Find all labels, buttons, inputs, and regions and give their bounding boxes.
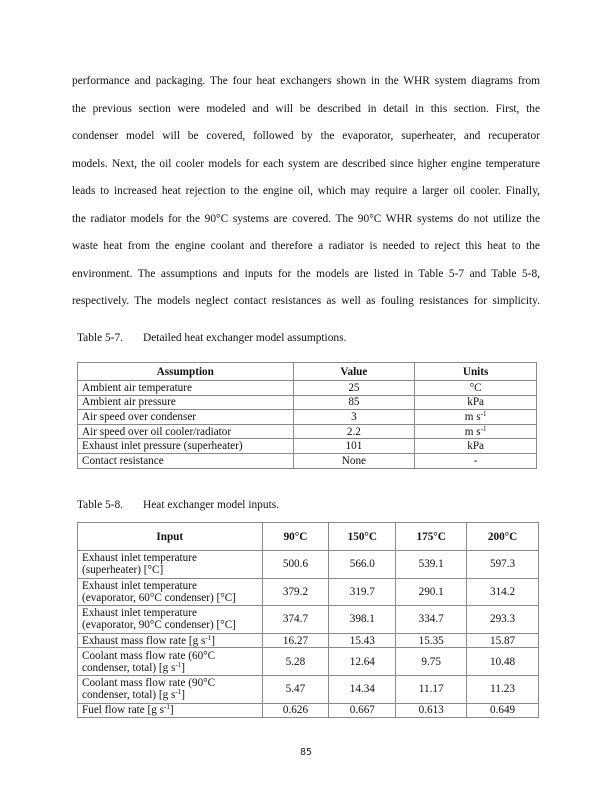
value-cell: 9.75: [396, 648, 467, 676]
value-cell: 15.87: [467, 633, 539, 648]
input-label-line: (evaporator, 60°C condenser) [°C]: [82, 591, 236, 604]
value-cell: 290.1: [396, 578, 467, 606]
value-cell: 10.48: [467, 648, 539, 676]
value-cell: 16.27: [262, 633, 329, 648]
assumption-cell: Contact resistance: [78, 453, 294, 468]
value-cell: 14.34: [329, 675, 396, 703]
paragraph-line: performance and packaging. The four heat exchangers shown in the WHR system diagrams from: [72, 75, 540, 87]
table-row: [78, 424, 537, 439]
input-label-text: condenser, total) [g s: [82, 661, 176, 674]
units-cell: kPa: [415, 395, 537, 410]
input-cell: [78, 578, 263, 606]
value-cell: None: [293, 453, 415, 468]
table-header-row: [78, 523, 539, 551]
table-5-8-caption: [77, 499, 279, 511]
input-cell: [78, 633, 263, 648]
value-cell: 85: [293, 395, 415, 410]
units-text: m s: [464, 410, 481, 423]
value-cell: 334.7: [396, 606, 467, 634]
caption-text: Heat exchanger model inputs.: [143, 499, 280, 511]
table-row: [78, 703, 539, 718]
value-cell: 597.3: [467, 551, 539, 579]
units-cell: °C: [415, 381, 537, 396]
table-row: [78, 675, 539, 703]
column-header: Units: [415, 363, 537, 381]
assumption-cell: Air speed over oil cooler/radiator: [78, 424, 294, 439]
value-cell: 2.2: [293, 424, 415, 439]
input-label-text: Exhaust mass flow rate [g s: [82, 634, 206, 647]
caption-number: Table 5-8.: [77, 499, 124, 511]
value-cell: 539.1: [396, 551, 467, 579]
units-superscript: -1: [480, 424, 487, 433]
value-cell: 12.64: [329, 648, 396, 676]
table-5-7-caption: [77, 332, 346, 344]
input-cell: [78, 703, 263, 718]
value-cell: 0.613: [396, 703, 467, 718]
input-label-text: ]: [169, 704, 174, 717]
input-label-text: ]: [211, 634, 215, 647]
paragraph-line: the radiator models for the 90°C systems are covered. The 90°C WHR systems do not utilize the: [72, 212, 540, 225]
value-cell: 293.3: [467, 606, 539, 634]
value-cell: 5.28: [262, 648, 329, 676]
unit-superscript: -1: [205, 633, 212, 642]
input-cell: [78, 675, 263, 703]
caption-text: Detailed heat exchanger model assumptions.: [143, 332, 347, 344]
unit-superscript: -1: [175, 660, 182, 669]
value-cell: 566.0: [329, 551, 396, 579]
column-header: 90°C: [262, 523, 329, 551]
table-row: [78, 439, 537, 454]
table-row: [78, 648, 539, 676]
value-cell: 0.626: [262, 703, 329, 718]
value-cell: 15.43: [329, 633, 396, 648]
unit-superscript: -1: [175, 688, 182, 697]
table-5-8: [77, 522, 539, 718]
table-row: [78, 381, 537, 396]
value-cell: 379.2: [262, 578, 329, 606]
units-cell: [415, 410, 537, 425]
column-header: 200°C: [467, 523, 539, 551]
table-row: [78, 410, 537, 425]
table-row: [78, 606, 539, 634]
value-cell: 11.23: [467, 675, 539, 703]
input-label-line: [82, 662, 258, 674]
input-label-line: Exhaust inlet temperature: [82, 552, 197, 565]
table-row: [78, 453, 537, 468]
paragraph-line: respectively. The models neglect contact resistances as well as fouling resistances for simplicity.: [72, 295, 540, 307]
value-cell: 374.7: [262, 606, 329, 634]
assumption-cell: Ambient air temperature: [78, 381, 294, 396]
table-5-7: [77, 362, 537, 469]
input-label-text: ]: [181, 661, 185, 674]
input-label-text: ]: [181, 689, 185, 702]
table-row: [78, 395, 537, 410]
input-cell: [78, 606, 263, 634]
value-cell: 319.7: [329, 578, 396, 606]
input-label-line: (superheater) [°C]: [82, 564, 164, 577]
paragraph-line: waste heat from the engine coolant and therefore a radiator is needed to reject this heat to the: [72, 240, 540, 252]
assumption-cell: Exhaust inlet pressure (superheater): [78, 439, 294, 454]
units-text: m s: [464, 425, 481, 438]
body-paragraph: [72, 68, 540, 316]
value-cell: 25: [293, 381, 415, 396]
column-header: Input: [78, 523, 263, 551]
input-cell: [78, 551, 263, 579]
input-label-text: condenser, total) [g s: [82, 689, 176, 702]
value-cell: 0.667: [329, 703, 396, 718]
value-cell: 101: [293, 439, 415, 454]
paragraph-line: environment. The assumptions and inputs for the models are listed in Table 5-7 and Table 5-8,: [72, 267, 540, 280]
paragraph-line: the previous section were modeled and will be described in detail in this section. First, the: [72, 102, 540, 115]
page-number: 85: [299, 747, 313, 758]
table-header-row: [78, 363, 537, 381]
input-label-line: (evaporator, 90°C condenser) [°C]: [82, 619, 236, 632]
value-cell: 314.2: [467, 578, 539, 606]
input-label-line: Exhaust inlet temperature: [82, 579, 197, 592]
assumption-cell: Air speed over condenser: [78, 410, 294, 425]
column-header: 175°C: [396, 523, 467, 551]
column-header: Assumption: [78, 363, 294, 381]
units-cell: kPa: [415, 439, 537, 454]
units-cell: -: [415, 453, 537, 468]
value-cell: 3: [293, 410, 415, 425]
table-row: [78, 551, 539, 579]
input-label-line: Coolant mass flow rate (90°C: [82, 677, 216, 690]
input-label-line: Coolant mass flow rate (60°C: [82, 649, 216, 662]
column-header: 150°C: [329, 523, 396, 551]
paragraph-line: condenser model will be covered, followed by the evaporator, superheater, and recuperator: [72, 130, 540, 142]
input-label-line: Exhaust inlet temperature: [82, 607, 197, 620]
paragraph-line: leads to increased heat rejection to the engine oil, which may require a larger oil cooler. Finally,: [72, 185, 540, 197]
caption-number: Table 5-7.: [77, 332, 124, 344]
column-header: Value: [293, 363, 415, 381]
value-cell: 500.6: [262, 551, 329, 579]
table-row: [78, 578, 539, 606]
table-row: [78, 633, 539, 648]
units-cell: [415, 424, 537, 439]
input-label-text: Fuel flow rate [g s: [82, 704, 165, 717]
value-cell: 11.17: [396, 675, 467, 703]
input-label-line: [82, 689, 258, 701]
value-cell: 5.47: [262, 675, 329, 703]
assumption-cell: Ambient air pressure: [78, 395, 294, 410]
paragraph-line: models. Next, the oil cooler models for each system are described since higher engine temperature: [72, 157, 540, 170]
unit-superscript: -1: [164, 703, 170, 712]
value-cell: 398.1: [329, 606, 396, 634]
value-cell: 0.649: [467, 703, 539, 718]
units-superscript: -1: [480, 409, 487, 418]
input-cell: [78, 648, 263, 676]
value-cell: 15.35: [396, 633, 467, 648]
